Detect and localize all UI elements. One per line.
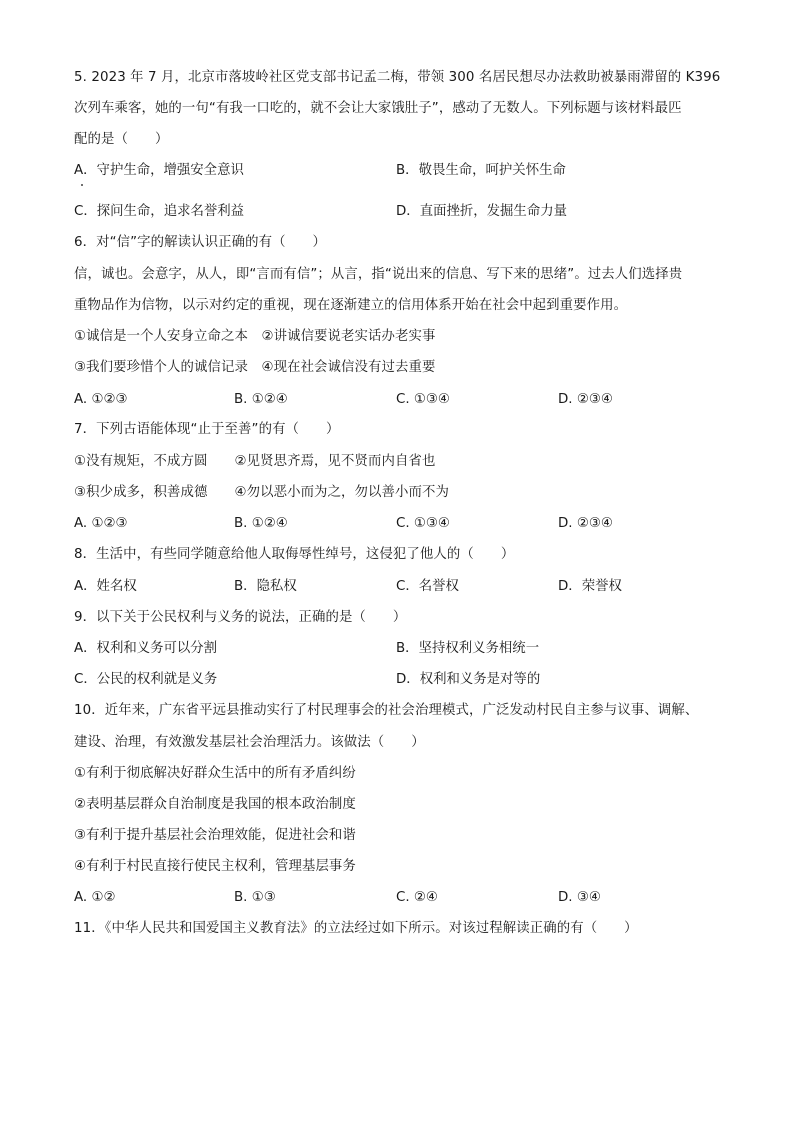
q9-option-c: C．公民的权利就是义务 (74, 672, 218, 687)
q6-passage-line1: 信，诚也。会意字，从人，即“言而有信”；从言，指“说出来的信息、写下来的思绪”。过去人们选择贵 (74, 267, 683, 282)
q5-option-d: D．直面挫折，发掘生命力量 (396, 204, 567, 219)
q8-option-d: D．荣誉权 (558, 579, 622, 594)
q6-option-b: B. ①②④ (234, 392, 288, 407)
q9-stem: 9．以下关于公民权利与义务的说法，正确的是（ ） (74, 610, 407, 625)
q5-stem-line2: 次列车乘客，她的一句“有我一口吃的，就不会让大家饿肚子”，感动了无数人。下列标题与该材料最匹 (74, 101, 682, 116)
q8-option-a: A．姓名权 (74, 579, 137, 594)
q9-option-b: B．坚持权利义务相统一 (396, 641, 540, 656)
q9-option-a: A．权利和义务可以分割 (74, 641, 218, 656)
q7-stem: 7．下列古语能体现“止于至善”的有（ ） (74, 422, 340, 437)
q10-option-a: A. ①② (74, 890, 116, 905)
q10-option-c: C. ②④ (396, 890, 438, 905)
q10-statement-4: ④有利于村民直接行使民主权利，管理基层事务 (74, 859, 356, 874)
q5-option-a: A．守护生命，增强安全意识 (74, 163, 244, 178)
q10-option-d: D. ③④ (558, 890, 601, 905)
q10-statement-1: ①有利于彻底解决好群众生活中的所有矛盾纠纷 (74, 766, 356, 781)
q10-stem-line2: 建设、治理，有效激发基层社会治理活力。该做法（ ） (74, 735, 425, 750)
q9-option-d: D．权利和义务是对等的 (396, 672, 541, 687)
q6-option-c: C. ①③④ (396, 392, 450, 407)
q7-option-c: C. ①③④ (396, 516, 450, 531)
q7-statements-1-2: ①没有规矩，不成方圆 ②见贤思齐焉，见不贤而内自省也 (74, 454, 436, 469)
q7-option-d: D. ②③④ (558, 516, 613, 531)
q8-stem: 8．生活中，有些同学随意给他人取侮辱性绰号，这侵犯了他人的（ ） (74, 547, 515, 562)
q6-passage-line2: 重物品作为信物，以示对约定的重视，现在逐渐建立的信用体系开始在社会中起到重要作用。 (74, 298, 628, 313)
q6-stem: 6．对“信”字的解读认识正确的有（ ） (74, 235, 327, 250)
q6-statements-1-2: ①诚信是一个人安身立命之本 ②讲诚信要说老实话办老实事 (74, 329, 436, 344)
q5-option-c: C．探问生命，追求名誉利益 (74, 204, 245, 219)
q6-option-a: A. ①②③ (74, 392, 128, 407)
q7-option-b: B. ①②④ (234, 516, 288, 531)
q6-option-d: D. ②③④ (558, 392, 613, 407)
scan-artifact-dot (81, 184, 83, 186)
q11-stem: 11．《中华人民共和国爱国主义教育法》的立法经过如下所示。对该过程解读正确的有（ ） (74, 921, 638, 936)
q10-statement-3: ③有利于提升基层社会治理效能，促进社会和谐 (74, 828, 356, 843)
q5-stem-line3: 配的是（ ） (74, 132, 169, 147)
q7-statements-3-4: ③积少成多，积善成德 ④勿以恶小而为之，勿以善小而不为 (74, 485, 449, 500)
q5-option-b: B．敬畏生命，呵护关怀生命 (396, 163, 566, 178)
q10-stem-line1: 10．近年来，广东省平远县推动实行了村民理事会的社会治理模式，广泛发动村民自主参与议事、调解、 (74, 703, 699, 718)
q10-statement-2: ②表明基层群众自治制度是我国的根本政治制度 (74, 797, 356, 812)
q7-option-a: A. ①②③ (74, 516, 128, 531)
q6-statements-3-4: ③我们要珍惜个人的诚信记录 ④现在社会诚信没有过去重要 (74, 360, 436, 375)
q8-option-b: B．隐私权 (234, 579, 297, 594)
q5-stem-line1: 5. 2023 年 7 月，北京市落坡岭社区党支部书记孟二梅，带领 300 名居民想尽办法救助被暴雨滞留的 K396 (74, 70, 721, 85)
q8-option-c: C．名誉权 (396, 579, 459, 594)
q10-option-b: B. ①③ (234, 890, 276, 905)
